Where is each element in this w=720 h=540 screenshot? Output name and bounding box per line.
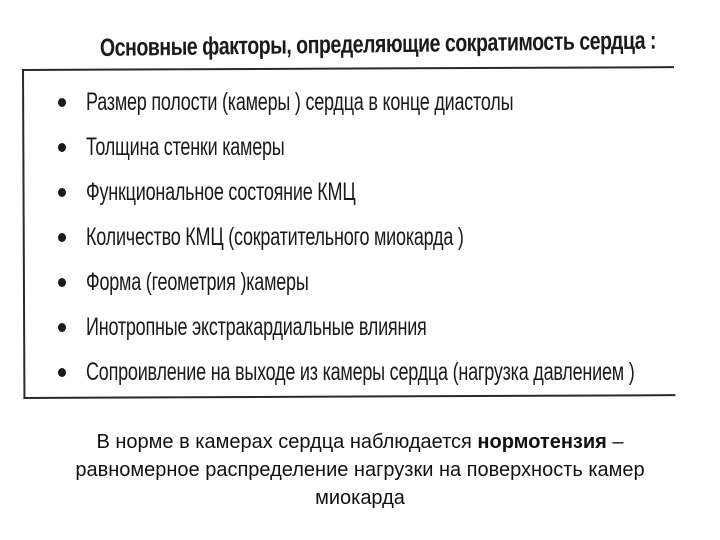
list-item [58, 305, 678, 350]
list-item [58, 170, 678, 215]
figure-title: Основные факторы, определяющие сократимость сердца : [99, 26, 657, 62]
caption-term: нормотензия [477, 431, 607, 453]
list-item-text: Инотропные экстракардиальные влияния [86, 313, 427, 341]
list-item-text: Сопроивление на выходе из камеры сердца (нагрузка давлением ) [86, 358, 635, 386]
caption-before: В норме в камерах сердца наблюдается [96, 431, 478, 453]
bullet-icon [58, 278, 66, 287]
list-item-text: Количество КМЦ (сократительного миокарда ) [86, 223, 464, 251]
list-item [58, 260, 678, 305]
list-item [58, 215, 678, 260]
list-item [58, 350, 678, 395]
bullet-icon [58, 143, 66, 152]
caption-after: – равномерное распределение нагрузки на поверхность камер миокарда [75, 431, 645, 509]
list-item [58, 125, 678, 170]
list-item-text: Толщина стенки камеры [86, 133, 285, 161]
list-item-text: Размер полости (камеры ) сердца в конце диастолы [86, 88, 514, 116]
list-item-text: Форма (геометрия )камеры [86, 268, 309, 296]
bullet-icon [58, 98, 66, 107]
bullet-icon [58, 323, 66, 332]
factor-list [58, 80, 678, 395]
bullet-icon [58, 188, 66, 197]
list-item [58, 80, 678, 125]
list-item-text: Функциональное состояние КМЦ [86, 178, 356, 206]
bullet-icon [58, 233, 66, 242]
bullet-icon [58, 368, 66, 377]
caption-text [40, 428, 680, 512]
